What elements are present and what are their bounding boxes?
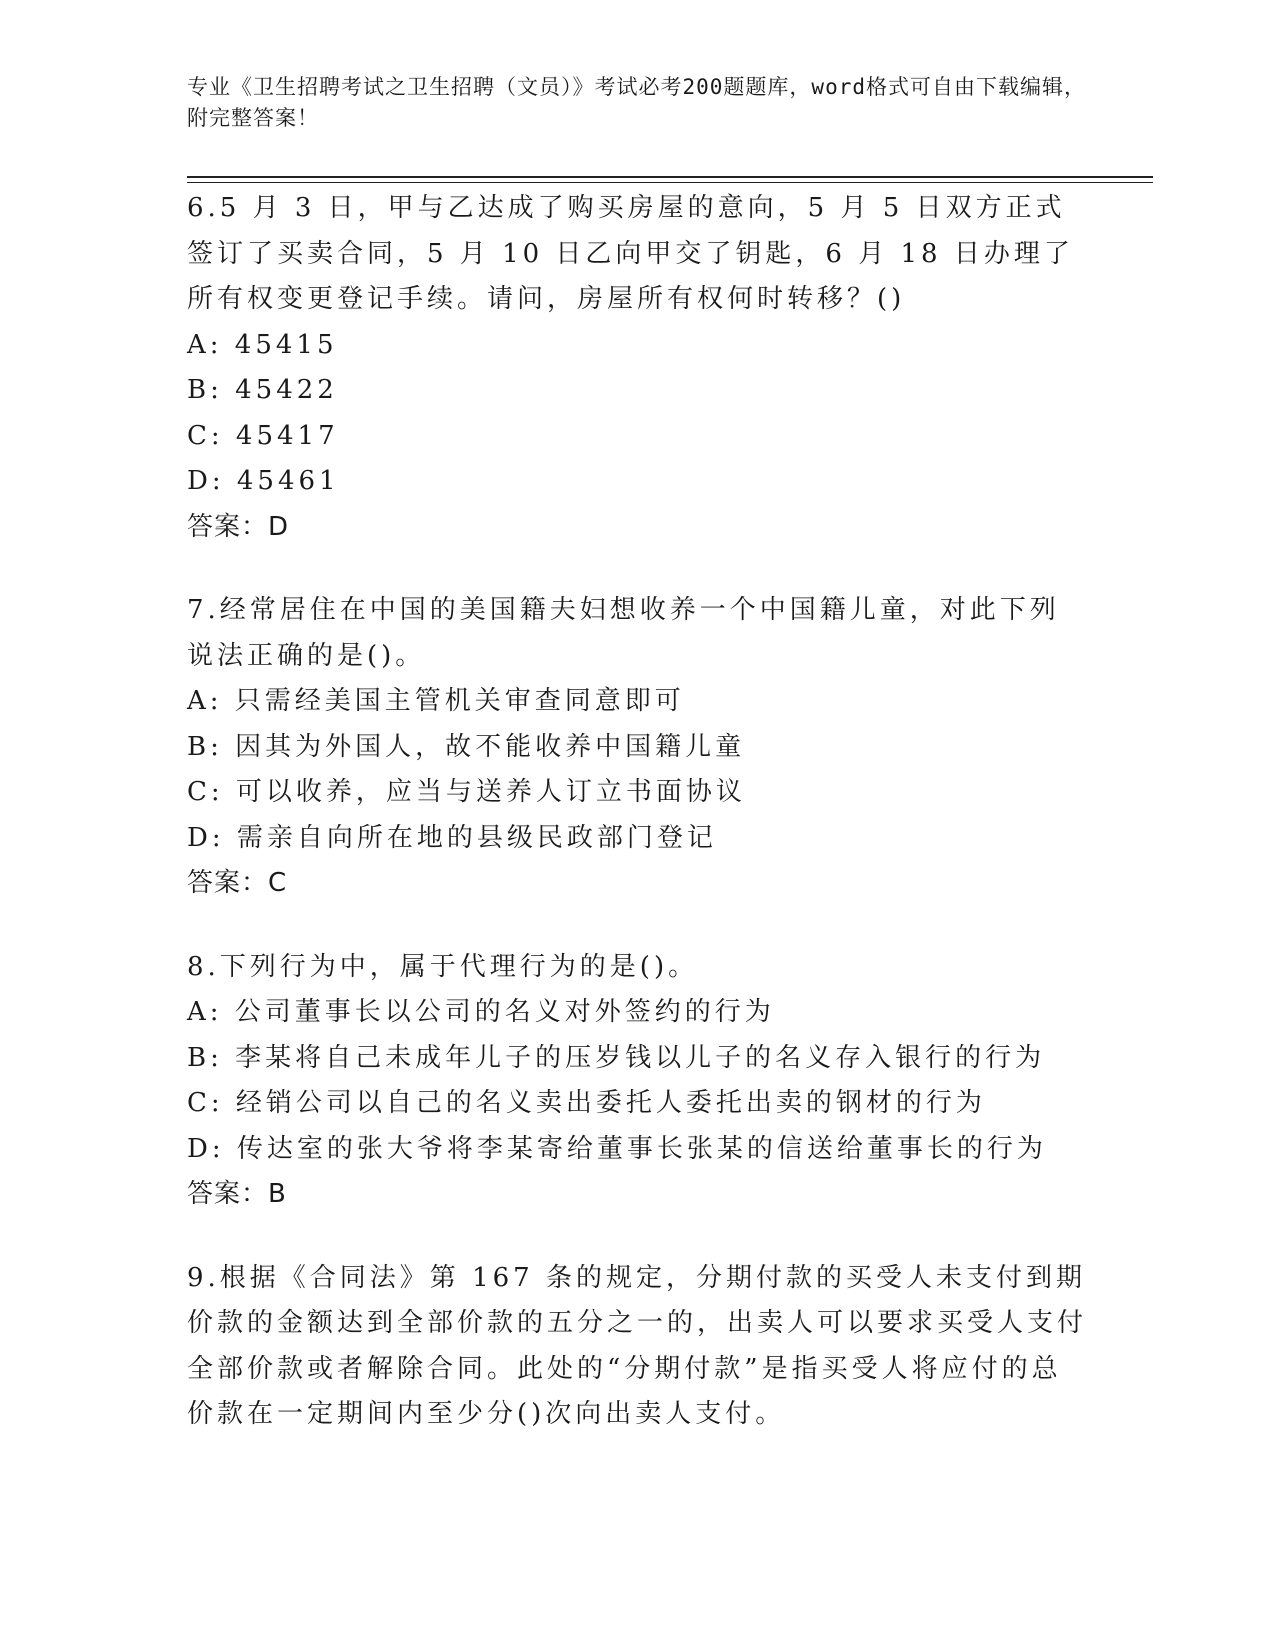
header-divider (187, 176, 1153, 178)
question-9 (187, 1256, 1087, 1438)
option-a: A: 只需经美国主管机关审查同意即可 (187, 686, 685, 716)
option-a: A: 45415 (187, 329, 338, 360)
option-d: D: 45461 (187, 466, 340, 496)
question-6 (187, 186, 1087, 550)
option-c: C: 经销公司以自己的名义卖出委托人委托出卖的钢材的行为 (187, 1088, 986, 1118)
option-d: D: 需亲自向所在地的县级民政部门登记 (187, 822, 717, 853)
option-b: B: 李某将自己未成年儿子的压岁钱以儿子的名义存入银行的行为 (187, 1042, 1046, 1073)
option-a: A: 公司董事长以公司的名义对外签约的行为 (187, 997, 775, 1027)
question-7 (187, 588, 1087, 907)
question-stem: 7.经常居住在中国的美国籍夫妇想收养一个中国籍儿童，对此下列说法正确的是()。 (187, 595, 1060, 671)
document-header: 专业《卫生招聘考试之卫生招聘（文员）》考试必考200题题库，word格式可自由下载编辑，附完整答案！ (187, 75, 1086, 130)
answer-line: 答案：C (187, 868, 288, 898)
option-c: C: 45417 (187, 420, 339, 451)
answer-line: 答案：D (187, 511, 290, 542)
question-stem: 9.根据《合同法》第 167 条的规定，分期付款的买受人未支付到期价款的金额达到全部价款的五分之一的，出卖人可以要求买受人支付全部价款或者解除合同。此处的“分期付款”是指买受人将应付的总价款在一定期间内至少分()次向出卖人支付。 (187, 1262, 1088, 1429)
option-d: D: 传达室的张大爷将李某寄给董事长张某的信送给董事长的行为 (187, 1133, 1047, 1164)
answer-line: 答案：B (187, 1179, 287, 1209)
question-8 (187, 945, 1087, 1218)
option-c: C: 可以收养，应当与送养人订立书面协议 (187, 777, 746, 807)
option-b: B: 45422 (187, 375, 338, 405)
option-b: B: 因其为外国人，故不能收养中国籍儿童 (187, 731, 746, 762)
question-stem: 8.下列行为中，属于代理行为的是()。 (187, 951, 699, 982)
question-list (187, 186, 1087, 1476)
header-divider-thin (187, 182, 1153, 183)
question-stem: 6.5 月 3 日，甲与乙达成了购买房屋的意向，5 月 5 日双方正式签订了买卖合同，5 月 10 日乙向甲交了钥匙，6 月 18 日办理了所有权变更登记手续。请问，房屋所有权何时转移？() (187, 193, 1074, 314)
